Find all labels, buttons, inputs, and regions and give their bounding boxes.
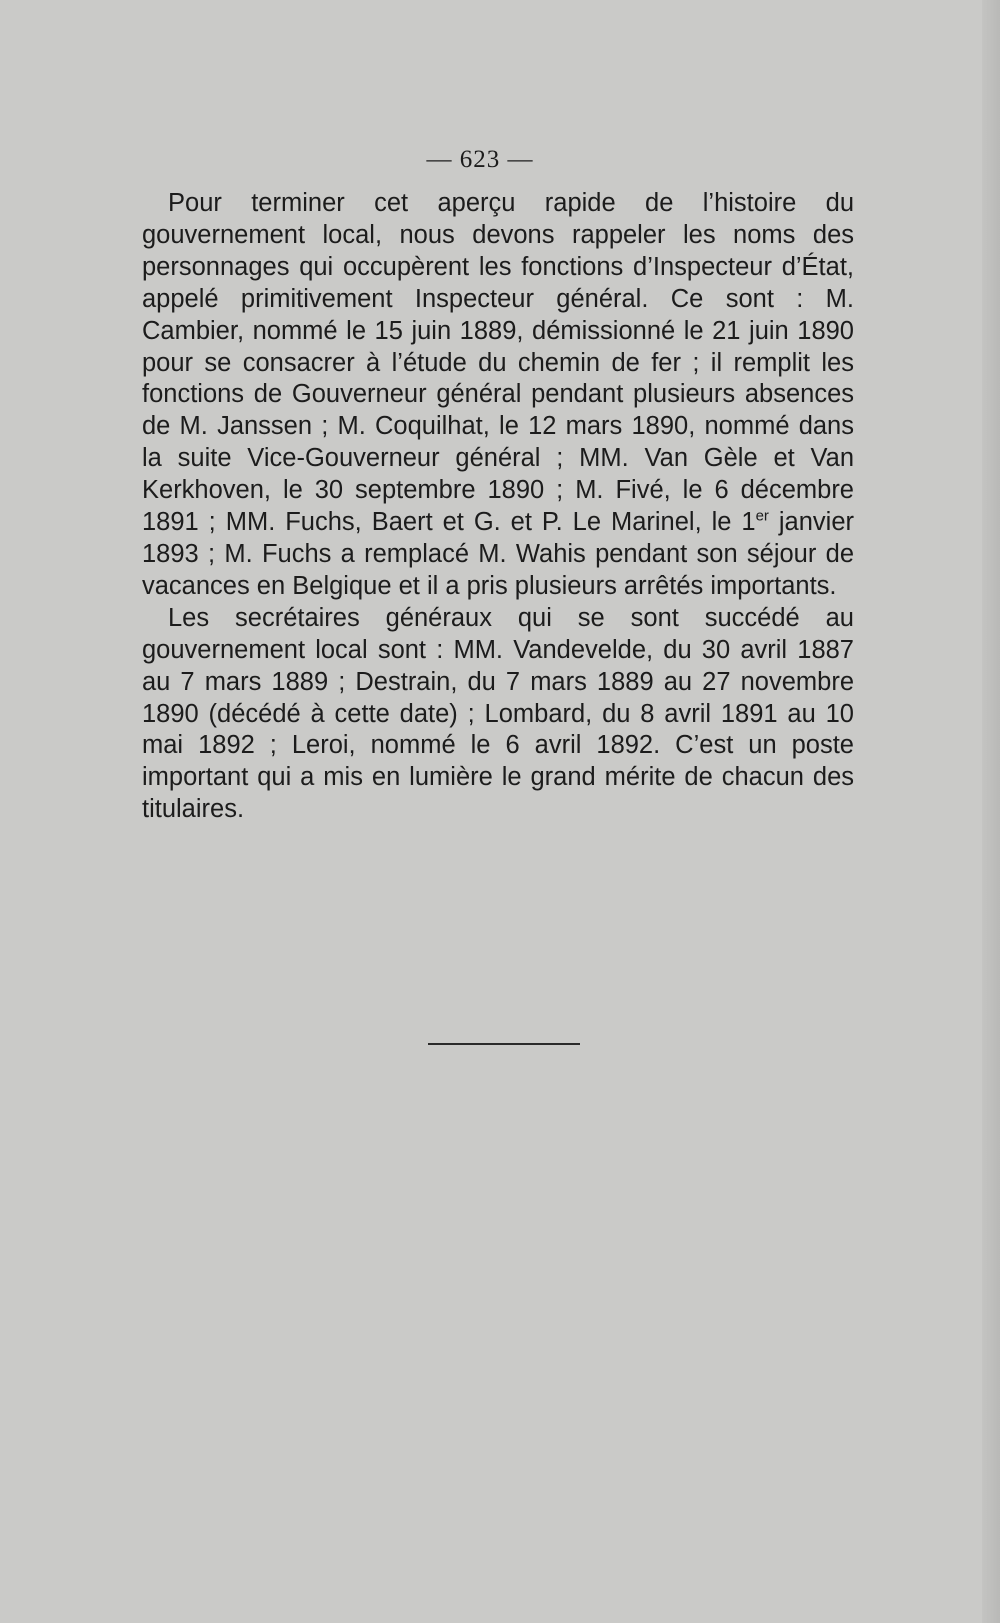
paragraph-secretaries: Les secrétaires généraux qui se sont succédé au gouvernement local sont : MM. Vandevelde, du 30 avril 1887 au 7 mars 1889 ; Destrain, du 7 mars 1889 au 27 novembre 1890 (décédé à cette date) ; Lombard, du 8 avril 1891 au 10 mai 1892 ; Leroi, nommé le 6 avril 1892. C’est un poste important qui a mis en lumière le grand mérite de chacun des titulaires.	[142, 603, 854, 824]
paragraph-inspectors-text-end: janvier 1893 ; M. Fuchs a remplacé M. Wahis pendant son séjour de vacances en Belgique et il a pris plusieurs arrêtés importants.	[142, 508, 855, 600]
page-edge	[982, 0, 1000, 1623]
page-number: — 623 —	[426, 146, 534, 173]
paragraph-inspectors-text: Pour terminer cet aperçu rapide de l’histoire du gouvernement local, nous devons rappeler les noms des personnages qui occupèrent les fonctions d’Inspecteur d’État, appelé primitivement Inspecteur général. Ce sont : M. Cambier, nommé le 15 juin 1889, démissionné le 21 juin 1890 pour se consacrer à l’étude du chemin de fer ; il remplit les fonctions de Gouverneur général pendant plusieurs absences de M. Janssen ; M. Coquilhat, le 12 mars 1890, nommé dans la suite Vice-Gouverneur général ; MM. Van Gèle et Van Kerkhoven, le 30 septembre 1890 ; M. Fivé, le 6 décembre 1891 ; MM. Fuchs, Baert et G. et P. Le Marinel, le 1	[142, 189, 854, 537]
ordinal-superscript: er	[755, 507, 769, 525]
end-rule	[428, 1043, 580, 1045]
body-text	[142, 188, 854, 826]
paragraph-inspectors	[142, 188, 854, 603]
